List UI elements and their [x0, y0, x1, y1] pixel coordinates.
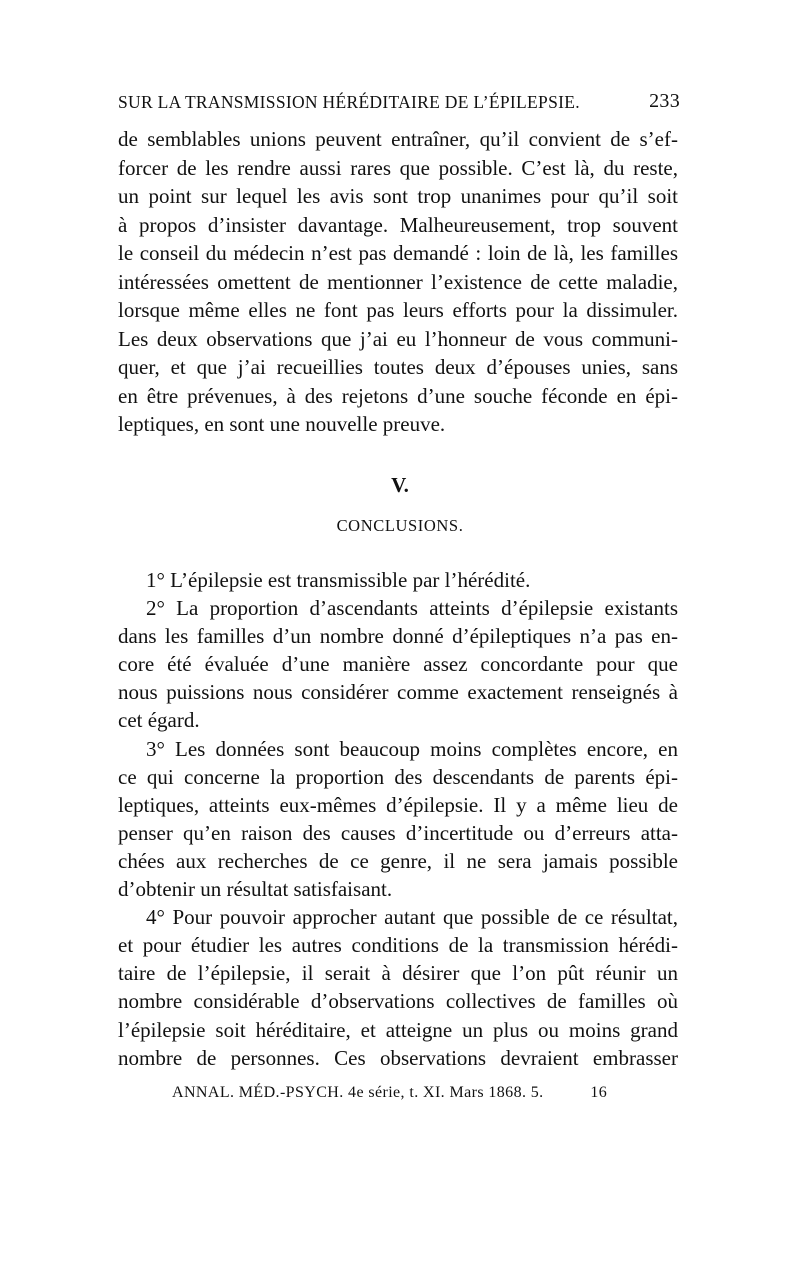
text-line: nombre de personnes. Ces observations devraient embrasser: [118, 1045, 678, 1070]
text-line: et pour étudier les autres conditions de la transmission hérédi-: [118, 933, 678, 958]
text-line: ce qui concerne la proportion des descendants de parents épi-: [118, 764, 678, 789]
text-line: 4° Pour pouvoir approcher autant que possible de ce résultat,: [146, 905, 678, 930]
running-title: SUR LA TRANSMISSION HÉRÉDITAIRE DE L’ÉPILEPSIE.: [118, 92, 580, 112]
text-line: nous puissions nous considérer comme exactement renseignés à: [118, 680, 678, 705]
section-title: CONCLUSIONS.: [336, 516, 464, 535]
text-line: penser qu’en raison des causes d’incertitude ou d’erreurs atta-: [118, 820, 678, 845]
text-line: core été évaluée d’une manière assez concordante pour que: [118, 652, 678, 677]
text-line: de semblables unions peuvent entraîner, qu’il convient de s’ef-: [118, 127, 678, 151]
text-line: Les deux observations que j’ai eu l’honneur de vous communi-: [118, 326, 678, 351]
conclusions-list: [118, 566, 678, 1072]
text-line: 2° La proportion d’ascendants atteints d’épilepsie existants: [146, 596, 678, 621]
text-line: dans les familles d’un nombre donné d’épileptiques n’a pas en-: [118, 624, 678, 649]
text-line: à propos d’insister davantage. Malheureusement, trop souvent: [118, 212, 678, 237]
page-number: 233: [649, 90, 680, 112]
text-line: taire de l’épilepsie, il serait à désirer que l’on pût réunir un: [118, 961, 678, 986]
paragraph-intro: [118, 125, 678, 439]
text-line: nombre considérable d’observations collectives de familles où: [118, 989, 678, 1014]
conclusion-item-3: [118, 735, 678, 904]
conclusion-item-2: [118, 594, 678, 734]
text-line: 3° Les données sont beaucoup moins complètes encore, en: [146, 736, 678, 761]
text-line: l’épilepsie soit héréditaire, et atteigne un plus ou moins grand: [118, 1017, 678, 1042]
sheet-number: 16: [590, 1084, 608, 1101]
text-line: chées aux recherches de ce genre, il ne sera jamais possible: [118, 848, 678, 873]
text-line: quer, et que j’ai recueillies toutes deux d’épouses unies, sans: [118, 355, 678, 379]
section-number: V.: [391, 473, 409, 497]
text-line: intéressées omettent de mentionner l’existence de cette maladie,: [118, 269, 678, 294]
text-line: le conseil du médecin n’est pas demandé : loin de là, les familles: [118, 241, 678, 265]
text-line: un point sur lequel les avis sont trop unanimes pour qu’il soit: [118, 184, 678, 208]
text-line: lorsque même elles ne font pas leurs efforts pour la dissimuler.: [118, 298, 678, 322]
signature-text: ANNAL. MÉD.-PSYCH. 4e série, t. XI. Mars 1868. 5.: [172, 1084, 544, 1101]
conclusion-item-1: [118, 566, 678, 594]
text-line: cet égard.: [118, 708, 200, 733]
text-line: 1° L’épilepsie est transmissible par l’hérédité.: [146, 568, 531, 592]
text-line: d’obtenir un résultat satisfaisant.: [118, 877, 393, 902]
text-line: forcer de les rendre aussi rares que possible. C’est là, du reste,: [118, 155, 678, 180]
text-line: leptiques, atteints eux-mêmes d’épilepsie. Il y a même lieu de: [118, 792, 678, 817]
conclusion-item-4: [118, 903, 678, 1072]
text-line: leptiques, en sont une nouvelle preuve.: [118, 412, 446, 436]
printer-signature: [172, 1084, 632, 1102]
text-line: en être prévenues, à des rejetons d’une souche féconde en épi-: [118, 383, 678, 408]
